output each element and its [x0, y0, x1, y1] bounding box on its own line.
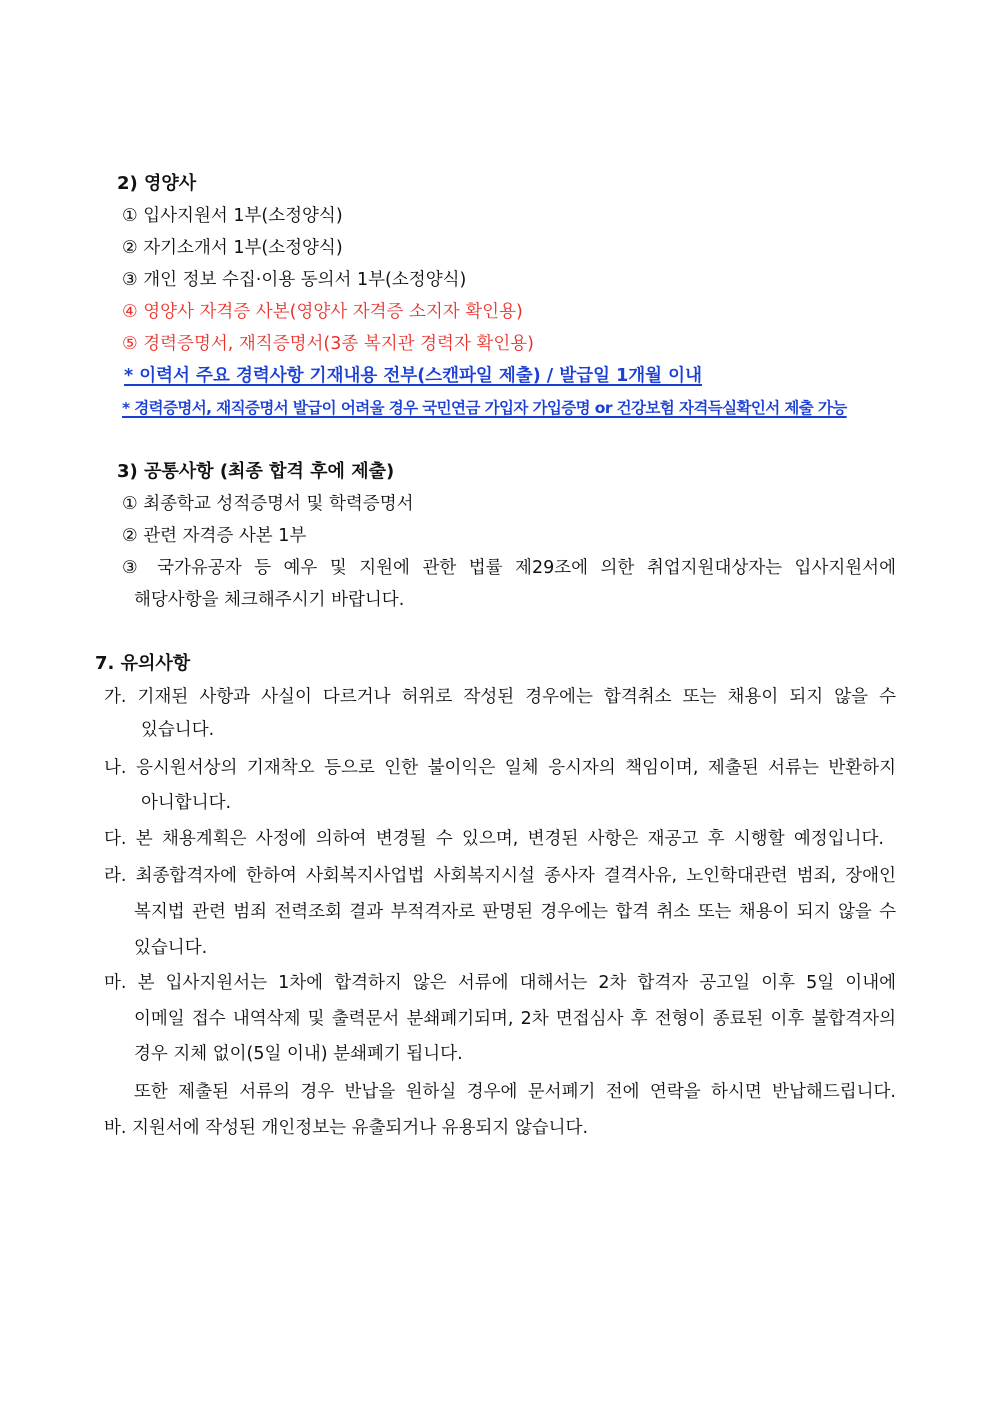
sec3-item-1: ① 최종학교 성적증명서 및 학력증명서: [122, 494, 414, 514]
notice-na: 나. 응시원서상의 기재착오 등으로 인한 불이익은 일체 응시자의 책임이며, 제출된 서류는 반환하지: [104, 758, 896, 778]
notice-ra-cont-2: 있습니다.: [134, 938, 208, 958]
notice-ma-cont-3: 또한 제출된 서류의 경우 반납을 원하실 경우에 문서폐기 전에 연락을 하시면 반납해드립니다.: [134, 1082, 896, 1102]
notice-ma-cont-2: 경우 지체 없이(5일 이내) 분쇄폐기 됩니다.: [134, 1044, 463, 1064]
section-7-heading: 7. 유의사항: [95, 653, 191, 674]
section-3-heading: 3) 공통사항 (최종 합격 후에 제출): [117, 461, 395, 482]
sec2-item-1: ① 입사지원서 1부(소정양식): [122, 206, 343, 226]
notice-ra-cont-1: 복지법 관련 범죄 전력조회 결과 부적격자로 판명된 경우에는 합격 취소 또는 채용이 되지 않을 수: [134, 902, 896, 922]
sec3-item-3: ③ 국가유공자 등 예우 및 지원에 관한 법률 제29조에 의한 취업지원대상자는 입사지원서에: [122, 558, 896, 578]
sec2-item-4: ④ 영양사 자격증 사본(영양사 자격증 소지자 확인용): [122, 302, 523, 322]
notice-ra: 라. 최종합격자에 한하여 사회복지사업법 사회복지시설 종사자 결격사유, 노인학대관련 범죄, 장애인: [104, 866, 896, 886]
sec2-note-1: * 이력서 주요 경력사항 기재내용 전부(스캔파일 제출) / 발급일 1개월 이내: [124, 366, 702, 386]
notice-ga: 가. 기재된 사항과 사실이 다르거나 허위로 작성된 경우에는 합격취소 또는 채용이 되지 않을 수: [104, 687, 896, 707]
notice-ga-cont: 있습니다.: [141, 720, 215, 740]
notice-da: 다. 본 채용계획은 사정에 의하여 변경될 수 있으며, 변경된 사항은 재공고 후 시행할 예정입니다.: [104, 829, 884, 849]
sec2-item-2: ② 자기소개서 1부(소정양식): [122, 238, 343, 258]
notice-ba: 바. 지원서에 작성된 개인정보는 유출되거나 유용되지 않습니다.: [104, 1118, 589, 1138]
notice-ma: 마. 본 입사지원서는 1차에 합격하지 않은 서류에 대해서는 2차 합격자 공고일 이후 5일 이내에: [104, 973, 896, 993]
sec3-item-2: ② 관련 자격증 사본 1부: [122, 526, 307, 546]
sec2-note-2: * 경력증명서, 재직증명서 발급이 어려울 경우 국민연금 가입자 가입증명 or 건강보험 자격득실확인서 제출 가능: [122, 399, 847, 417]
sec3-item-3-cont: 해당사항을 체크해주시기 바랍니다.: [134, 590, 405, 610]
section-2-heading: 2) 영양사: [117, 173, 197, 194]
notice-ma-cont-1: 이메일 접수 내역삭제 및 출력문서 분쇄폐기되며, 2차 면접심사 후 전형이 종료된 이후 불합격자의: [134, 1009, 896, 1029]
sec2-item-5: ⑤ 경력증명서, 재직증명서(3종 복지관 경력자 확인용): [122, 334, 534, 354]
sec2-item-3: ③ 개인 정보 수집·이용 동의서 1부(소정양식): [122, 270, 467, 290]
notice-na-cont: 아니합니다.: [141, 793, 232, 813]
